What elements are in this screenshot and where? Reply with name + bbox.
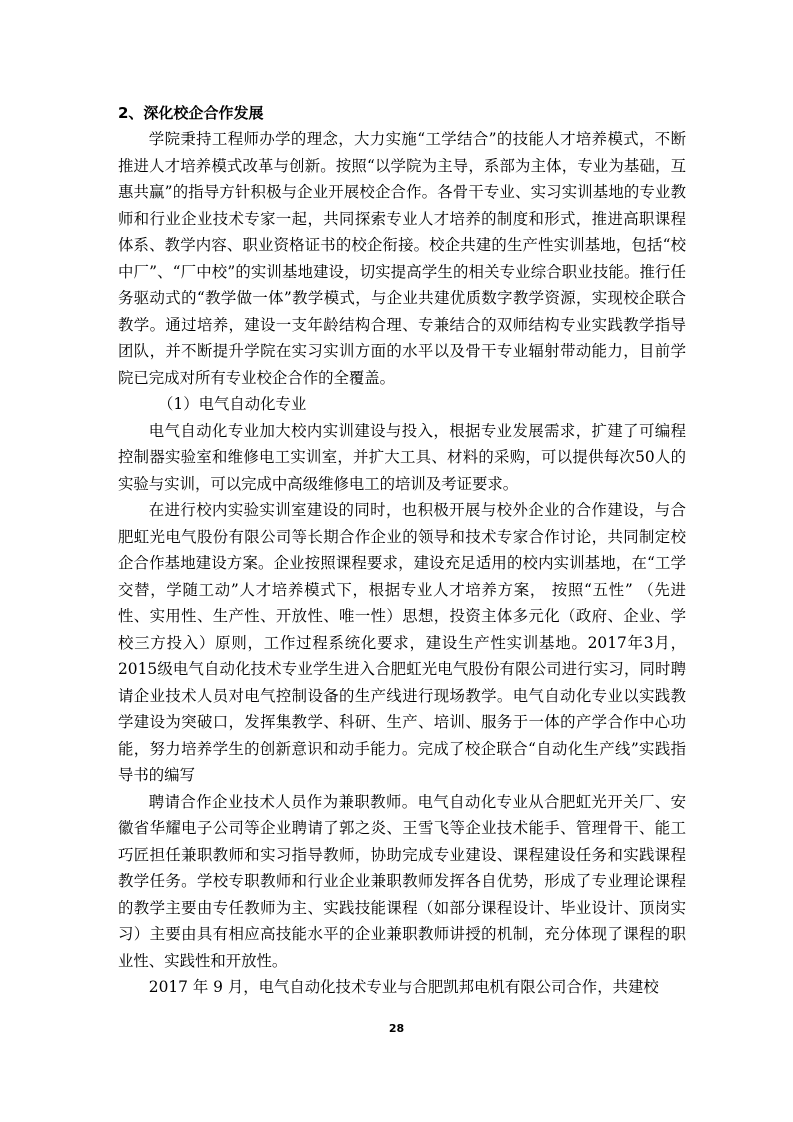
paragraph-kaibang-cooperation: 2017 年 9 月，电气自动化技术专业与合肥凯邦电机有限公司合作，共建校 — [148, 978, 659, 996]
paragraph-external-cooperation: 在进行校内实验实训室建设的同时，也积极开展与校外企业的合作建设，与合肥虹光电气股份有限公司等长期合作企业的领导和技术专家合作讨论，共同制定校企合作基地建设方案。企业按照课程要求，建设充足适用的校内实训基地，在“工学交替，学随工动”人才培养模式下，根据专业人才培养方案， 按照“五性” （先进性、实用性、生产性、开放性、唯一性）思想，投资主体多元化（政府、企业、学校三方投入）原则，工作过程系统化要求，建设生产性实训基地。2017年3月，2015级电气自动化技术专业学生进入合肥虹光电气股份有限公司进行实习，同时聘请企业技术人员对电气控制设备的生产线进行现场教学。电气自动化专业以实践教学建设为突破口，发挥集教学、科研、生产、培训、服务于一体的产学合作中心功能，努力培养学生的创新意识和动手能力。完成了校企联合“自动化生产线”实践指导书的编写 — [118, 501, 686, 784]
paragraph-part-time-teachers: 聘请合作企业技术人员作为兼职教师。电气自动化专业从合肥虹光开关厂、安徽省华耀电子公司等企业聘请了郭之炎、王雪飞等企业技术能手、管理骨干、能工巧匠担任兼职教师和实习指导教师，协助完成专业建设、课程建设任务和实践课程教学任务。学校专职教师和行业企业兼职教师发挥各自优势，形成了专业理论课程的教学主要由专任教师为主、实践技能课程（如部分课程设计、毕业设计、顶岗实习）主要由具有相应高技能水平的企业兼职教师讲授的机制，充分体现了课程的职业性、实践性和开放性。 — [118, 792, 686, 970]
subsection-title: （1）电气自动化专业 — [158, 395, 307, 413]
section-heading: 2、深化校企合作发展 — [118, 104, 264, 122]
paragraph-training-facilities: 电气自动化专业加大校内实训建设与投入，根据专业发展需求，扩建了可编程控制器实验室和维修电工实训室，并扩大工具、材料的采购，可以提供每次50人的实验与实训，可以完成中高级维修电工的培训及考证要求。 — [118, 421, 686, 493]
page-number: 28 — [388, 1022, 405, 1035]
page-content — [118, 100, 686, 1001]
paragraph-intro: 学院秉持工程师办学的理念，大力实施“工学结合”的技能人才培养模式，不断推进人才培养模式改革与创新。按照“以学院为主导，系部为主体，专业为基础，互惠共赢”的指导方针积极与企业开展校企合作。各骨干专业、实习实训基地的专业教师和行业企业技术专家一起，共同探索专业人才培养的制度和形式，推进高职课程体系、教学内容、职业资格证书的校企衔接。校企共建的生产性实训基地，包括“校中厂”、“厂中校”的实训基地建设，切实提高学生的相关专业综合职业技能。推行任务驱动式的“教学做一体”教学模式，与企业共建优质数字教学资源，实现校企联合教学。通过培养，建设一支年龄结构合理、专兼结合的双师结构专业实践教学指导团队，并不断提升学院在实习实训方面的水平以及骨干专业辐射带动能力，目前学院已完成对所有专业校企合作的全覆盖。 — [118, 130, 686, 387]
